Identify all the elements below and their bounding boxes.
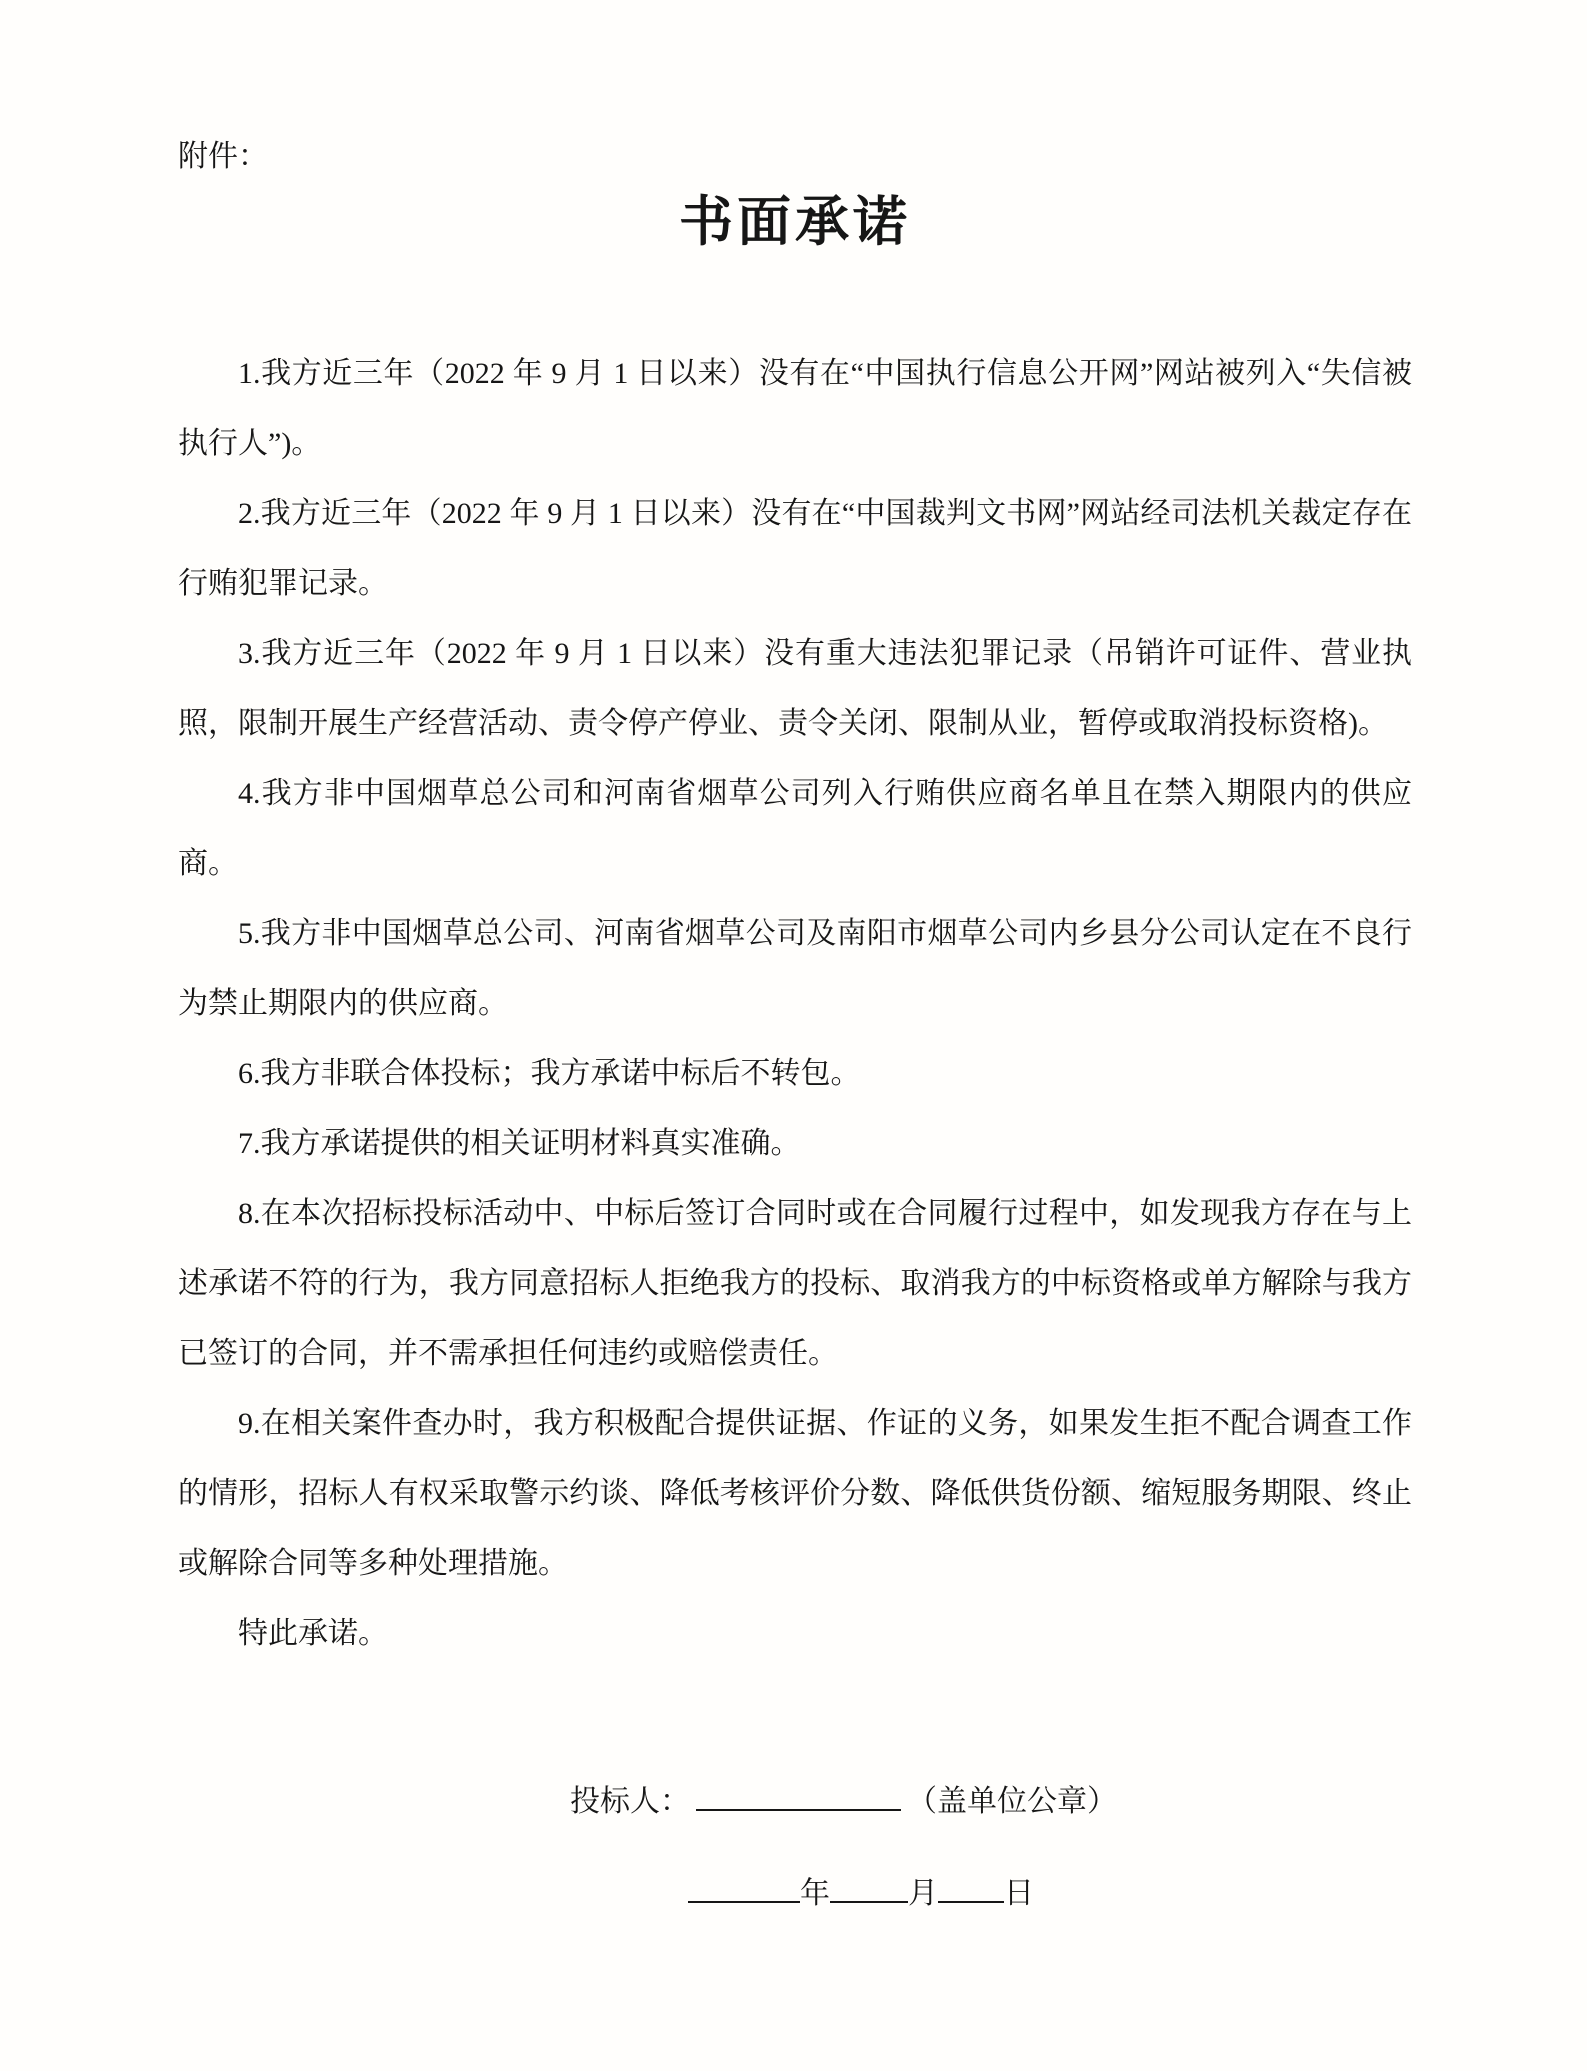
paragraph-3: 3.我方近三年（2022 年 9 月 1 日以来）没有重大违法犯罪记录（吊销许可证件、营业执照，限制开展生产经营活动、责令停产停业、责令关闭、限制从业，暂停或取消投标资格)。 bbox=[178, 637, 1412, 740]
bidder-name-blank bbox=[696, 1775, 901, 1811]
date-row bbox=[688, 1859, 1412, 1929]
day-blank bbox=[938, 1867, 1004, 1903]
attachment-label: 附件： bbox=[178, 140, 268, 173]
paragraph-6: 6.我方非联合体投标；我方承诺中标后不转包。 bbox=[238, 1057, 861, 1090]
paragraph-2: 2.我方近三年（2022 年 9 月 1 日以来）没有在“中国裁判文书网”网站经司法机关裁定存在行贿犯罪记录。 bbox=[178, 497, 1412, 600]
paragraph-1: 1.我方近三年（2022 年 9 月 1 日以来）没有在“中国执行信息公开网”网站被列入“失信被执行人”)。 bbox=[178, 357, 1412, 460]
paragraph-7: 7.我方承诺提供的相关证明材料真实准确。 bbox=[238, 1127, 801, 1160]
page-title: 书面承诺 bbox=[679, 192, 911, 252]
signature-block bbox=[178, 1767, 1412, 1929]
paragraph-5: 5.我方非中国烟草总公司、河南省烟草公司及南阳市烟草公司内乡县分公司认定在不良行为禁止期限内的供应商。 bbox=[178, 917, 1412, 1020]
day-label: 日 bbox=[1004, 1877, 1034, 1910]
year-label: 年 bbox=[800, 1877, 830, 1910]
document-body bbox=[178, 339, 1412, 1669]
closing-statement: 特此承诺。 bbox=[238, 1617, 388, 1650]
month-blank bbox=[830, 1867, 908, 1903]
paragraph-4: 4.我方非中国烟草总公司和河南省烟草公司列入行贿供应商名单且在禁入期限内的供应商。 bbox=[178, 777, 1412, 880]
paragraph-8: 8.在本次招标投标活动中、中标后签订合同时或在合同履行过程中，如发现我方存在与上述承诺不符的行为，我方同意招标人拒绝我方的投标、取消我方的中标资格或单方解除与我方已签订的合同，并不需承担任何违约或赔偿责任。 bbox=[178, 1197, 1412, 1370]
month-label: 月 bbox=[908, 1877, 938, 1910]
paragraph-9: 9.在相关案件查办时，我方积极配合提供证据、作证的义务，如果发生拒不配合调查工作的情形，招标人有权采取警示约谈、降低考核评价分数、降低供货份额、缩短服务期限、终止或解除合同等多种处理措施。 bbox=[178, 1407, 1412, 1580]
seal-note: （盖单位公章） bbox=[907, 1785, 1117, 1818]
year-blank bbox=[688, 1867, 800, 1903]
bidder-signature-row bbox=[570, 1767, 1412, 1837]
bidder-label: 投标人： bbox=[570, 1785, 690, 1818]
